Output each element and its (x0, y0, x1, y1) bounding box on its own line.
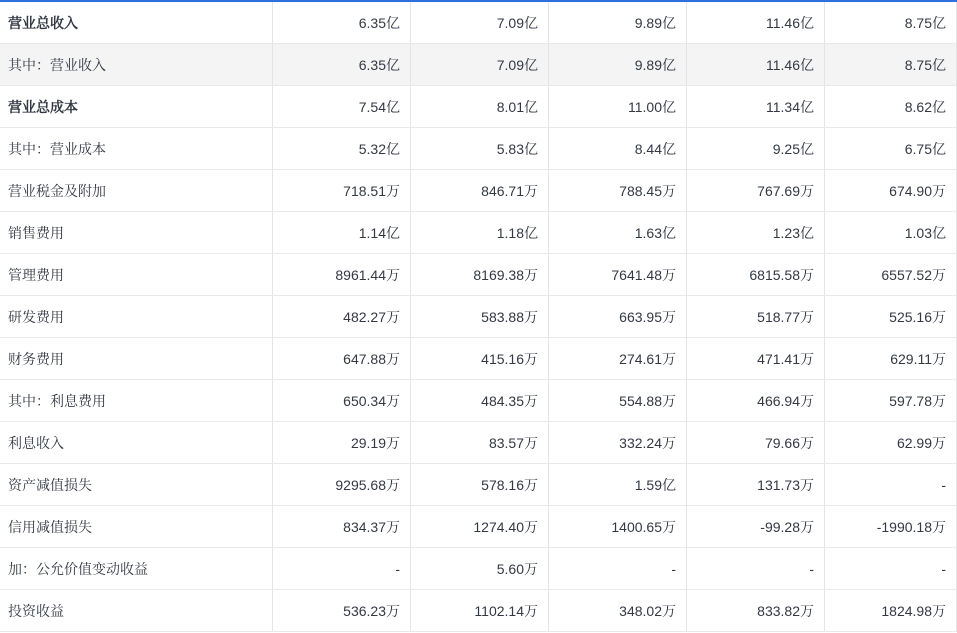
row-value-col-2: 7.09亿 (410, 44, 548, 85)
row-value-col-3: 788.45万 (548, 170, 686, 211)
row-label: 财务费用 (8, 350, 64, 367)
row-value-col-4: 466.94万 (686, 380, 824, 421)
row-value-col-1: 650.34万 (272, 380, 410, 421)
row-value-col-2: 5.60万 (410, 548, 548, 589)
row-value-col-3: 663.95万 (548, 296, 686, 337)
row-value-col-5: 674.90万 (824, 170, 957, 211)
row-value-col-3: 8.44亿 (548, 128, 686, 169)
row-label: 信用减值损失 (8, 518, 92, 535)
row-label: 管理费用 (8, 266, 64, 283)
row-value-col-2: 5.83亿 (410, 128, 548, 169)
row-label: 加：公允价值变动收益 (8, 560, 148, 577)
row-value-col-2: 8169.38万 (410, 254, 548, 295)
row-label: 销售费用 (8, 224, 64, 241)
row-value-col-5: 6557.52万 (824, 254, 957, 295)
table-row[interactable] (0, 590, 957, 632)
row-value-col-5: - (824, 464, 957, 505)
row-value-col-3: 1.63亿 (548, 212, 686, 253)
row-value-col-1: 9295.68万 (272, 464, 410, 505)
row-value-col-5: - (824, 548, 957, 589)
row-value-col-5: 525.16万 (824, 296, 957, 337)
row-label: 投资收益 (8, 602, 64, 619)
row-value-col-1: 1.14亿 (272, 212, 410, 253)
row-value-col-1: 834.37万 (272, 506, 410, 547)
table-row[interactable] (0, 254, 957, 296)
row-value-col-3: - (548, 548, 686, 589)
row-label: 利息收入 (8, 434, 64, 451)
table-row[interactable] (0, 338, 957, 380)
row-value-col-3: 9.89亿 (548, 2, 686, 43)
row-value-col-5: 8.75亿 (824, 2, 957, 43)
table-row[interactable] (0, 86, 957, 128)
table-row[interactable] (0, 506, 957, 548)
row-value-col-4: 471.41万 (686, 338, 824, 379)
row-value-col-4: 1.23亿 (686, 212, 824, 253)
row-value-col-2: 578.16万 (410, 464, 548, 505)
row-label: 研发费用 (8, 308, 64, 325)
table-row[interactable] (0, 2, 957, 44)
row-value-col-4: -99.28万 (686, 506, 824, 547)
row-value-col-2: 1274.40万 (410, 506, 548, 547)
table-row[interactable] (0, 548, 957, 590)
row-value-col-2: 83.57万 (410, 422, 548, 463)
row-value-col-5: 8.75亿 (824, 44, 957, 85)
row-value-col-2: 484.35万 (410, 380, 548, 421)
row-label: 营业总收入 (8, 14, 78, 31)
row-label: 其中：营业收入 (8, 56, 106, 73)
row-value-col-3: 332.24万 (548, 422, 686, 463)
table-row[interactable] (0, 464, 957, 506)
row-value-col-1: 647.88万 (272, 338, 410, 379)
row-value-col-4: 79.66万 (686, 422, 824, 463)
row-value-col-2: 846.71万 (410, 170, 548, 211)
row-value-col-1: 29.19万 (272, 422, 410, 463)
row-value-col-5: 8.62亿 (824, 86, 957, 127)
row-value-col-2: 7.09亿 (410, 2, 548, 43)
row-value-col-3: 1.59亿 (548, 464, 686, 505)
table-row[interactable] (0, 212, 957, 254)
row-value-col-5: 1824.98万 (824, 590, 957, 631)
row-value-col-2: 583.88万 (410, 296, 548, 337)
row-value-col-4: 767.69万 (686, 170, 824, 211)
table-row[interactable] (0, 44, 957, 86)
table-row[interactable] (0, 128, 957, 170)
row-value-col-4: 11.46亿 (686, 2, 824, 43)
table-row[interactable] (0, 170, 957, 212)
row-value-col-2: 8.01亿 (410, 86, 548, 127)
financial-statement-table (0, 2, 957, 632)
row-value-col-3: 1400.65万 (548, 506, 686, 547)
row-label: 营业总成本 (8, 98, 78, 115)
row-value-col-5: 629.11万 (824, 338, 957, 379)
table-row[interactable] (0, 380, 957, 422)
row-value-col-5: 6.75亿 (824, 128, 957, 169)
row-value-col-1: 6.35亿 (272, 2, 410, 43)
row-value-col-1: - (272, 548, 410, 589)
row-value-col-1: 8961.44万 (272, 254, 410, 295)
row-value-col-4: 9.25亿 (686, 128, 824, 169)
row-value-col-1: 536.23万 (272, 590, 410, 631)
row-label: 其中：利息费用 (8, 392, 106, 409)
row-value-col-5: 1.03亿 (824, 212, 957, 253)
row-value-col-4: 11.34亿 (686, 86, 824, 127)
row-value-col-4: 131.73万 (686, 464, 824, 505)
table-row[interactable] (0, 296, 957, 338)
row-value-col-3: 348.02万 (548, 590, 686, 631)
row-value-col-2: 1.18亿 (410, 212, 548, 253)
row-value-col-4: - (686, 548, 824, 589)
row-value-col-3: 9.89亿 (548, 44, 686, 85)
row-value-col-3: 554.88万 (548, 380, 686, 421)
row-value-col-4: 6815.58万 (686, 254, 824, 295)
row-value-col-1: 7.54亿 (272, 86, 410, 127)
row-value-col-1: 6.35亿 (272, 44, 410, 85)
row-value-col-5: 62.99万 (824, 422, 957, 463)
row-value-col-3: 11.00亿 (548, 86, 686, 127)
row-value-col-5: -1990.18万 (824, 506, 957, 547)
row-value-col-1: 5.32亿 (272, 128, 410, 169)
row-label: 其中：营业成本 (8, 140, 106, 157)
row-value-col-1: 482.27万 (272, 296, 410, 337)
row-value-col-2: 415.16万 (410, 338, 548, 379)
row-label: 营业税金及附加 (8, 182, 106, 199)
row-value-col-4: 833.82万 (686, 590, 824, 631)
row-value-col-4: 518.77万 (686, 296, 824, 337)
row-label: 资产减值损失 (8, 476, 92, 493)
row-value-col-2: 1102.14万 (410, 590, 548, 631)
row-value-col-3: 7641.48万 (548, 254, 686, 295)
row-value-col-5: 597.78万 (824, 380, 957, 421)
table-row[interactable] (0, 422, 957, 464)
row-value-col-1: 718.51万 (272, 170, 410, 211)
row-value-col-3: 274.61万 (548, 338, 686, 379)
row-value-col-4: 11.46亿 (686, 44, 824, 85)
